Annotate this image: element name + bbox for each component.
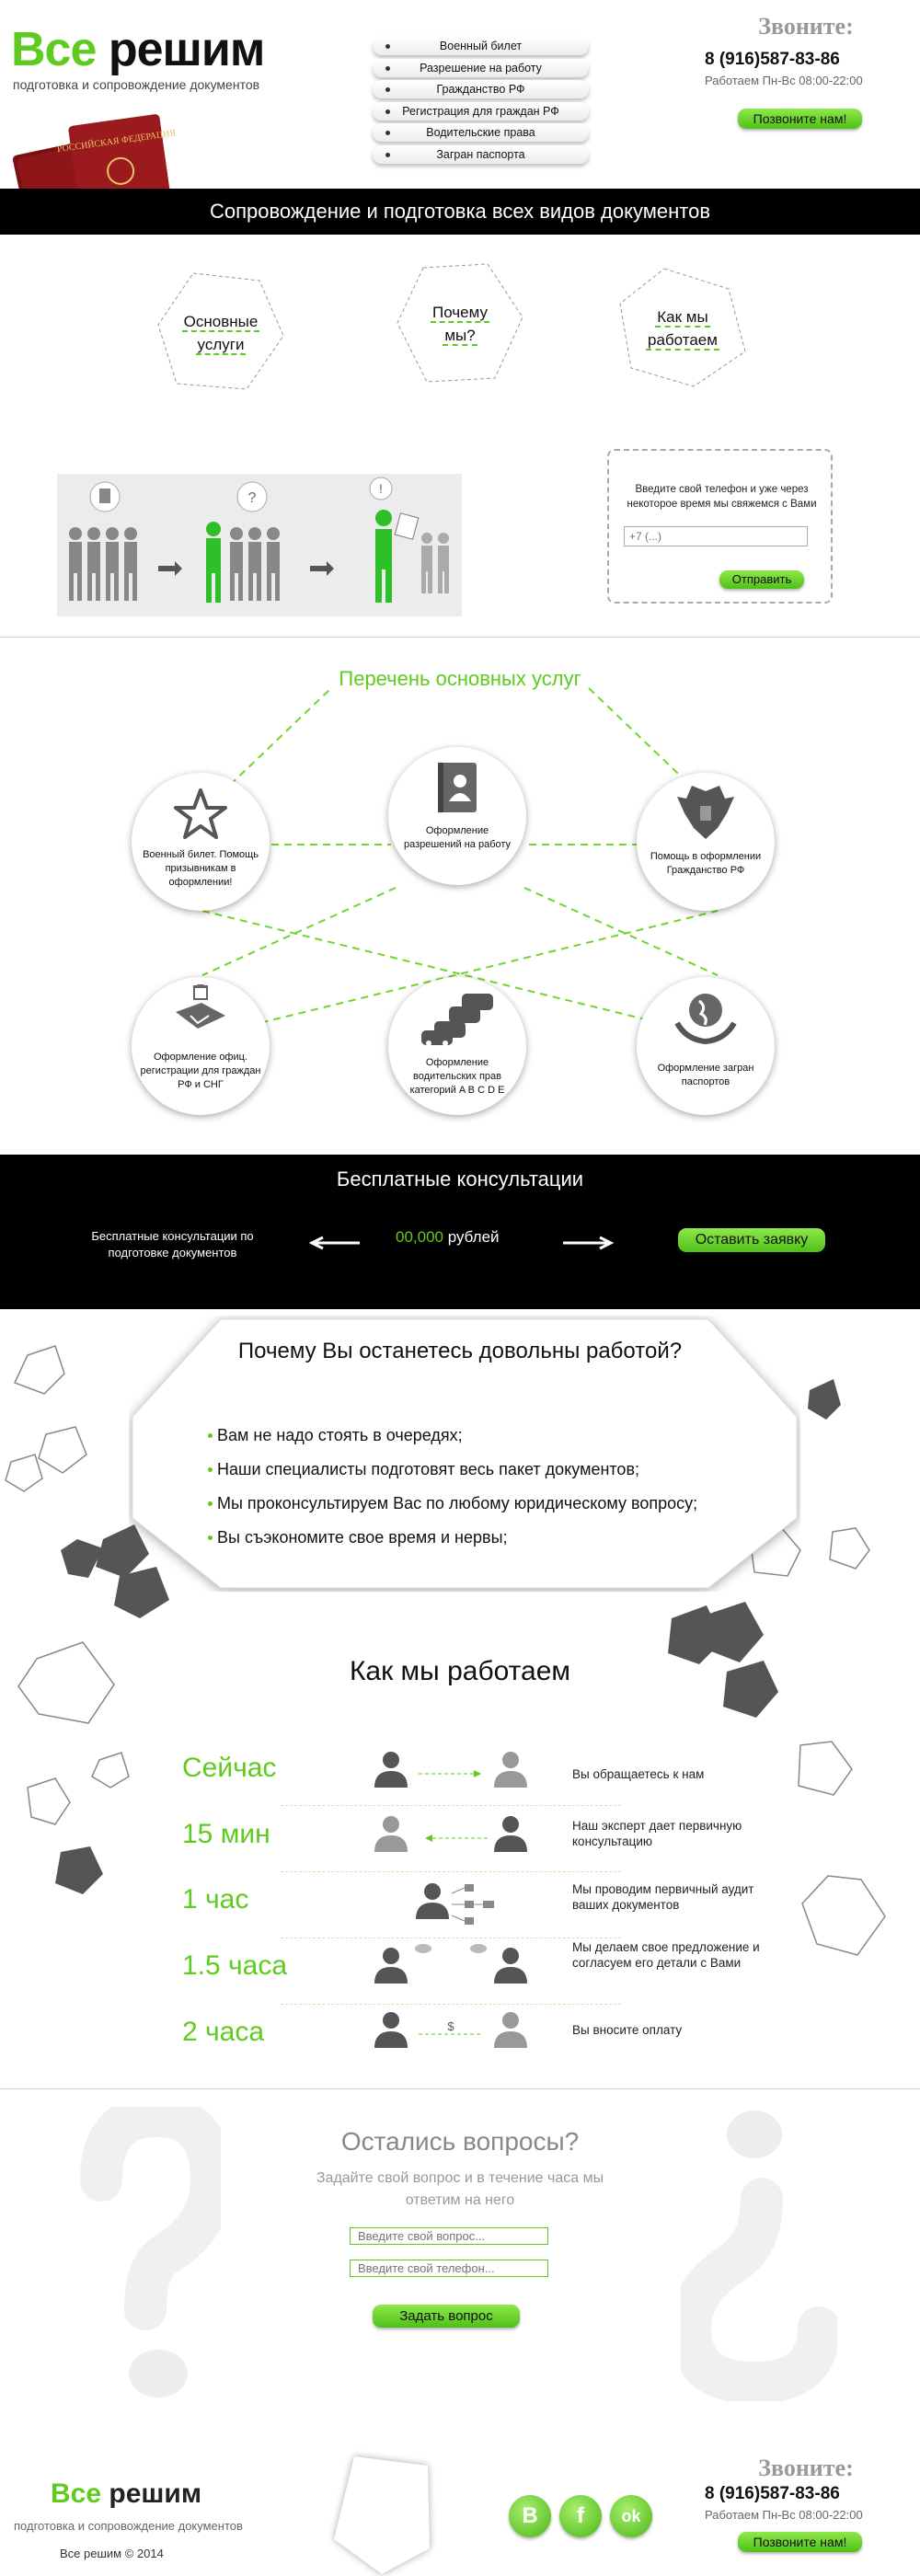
why-title: Почему Вы останетесь довольны работой?: [237, 1339, 683, 1363]
passport-text: РОССИЙСКАЯ ФЕДЕРАЦИЯ: [56, 128, 177, 155]
coat-of-arms-icon: [673, 782, 738, 846]
nav-item[interactable]: Регистрация для граждан РФ: [373, 102, 589, 121]
consultation-band: [0, 1155, 920, 1309]
step-description: Мы проводим первичный аудит ваших документов: [572, 1882, 754, 1912]
service-text: Военный билет. Помощь призывникам в оформлении!: [143, 849, 259, 888]
divider: [0, 637, 920, 638]
why-item: Вам не надо стоять в очередях;: [217, 1426, 463, 1444]
step-description: Вы обращаетесь к нам: [572, 1767, 705, 1781]
vk-icon[interactable]: В: [509, 2495, 551, 2537]
divider: [0, 2088, 920, 2089]
service-foreign-passport[interactable]: [637, 977, 775, 1115]
price-value: 00,000: [396, 1228, 443, 1246]
callback-form: [607, 449, 833, 604]
main-banner: Сопровождение и подготовка всех видов документов: [0, 189, 920, 235]
arrow-icon: [306, 1236, 362, 1250]
hex-how[interactable]: [618, 267, 747, 388]
step-time: 1.5 часа: [182, 1950, 288, 1981]
logo-green: Все: [11, 23, 97, 76]
service-text: Оформление водительских прав категорий A B C D E: [409, 1057, 505, 1096]
question-input[interactable]: [350, 2227, 548, 2245]
price-unit: рублей: [443, 1228, 500, 1246]
nav-item[interactable]: Гражданство РФ: [373, 80, 589, 98]
services-title: Перечень основных услуг: [339, 667, 581, 690]
leave-request-button[interactable]: Оставить заявку: [678, 1228, 825, 1252]
step-time: 2 часа: [182, 2017, 265, 2047]
call-hours: Работаем Пн-Вс 08:00-22:00: [705, 74, 863, 87]
service-work-permit[interactable]: [388, 747, 526, 885]
logo[interactable]: [11, 23, 265, 76]
passports-image: [9, 109, 193, 189]
process-scheme-illustration: [57, 474, 462, 616]
service-text: Оформление разрешений на работу: [403, 825, 512, 850]
arrow-icon: [561, 1236, 616, 1250]
service-driving-license[interactable]: [388, 977, 526, 1115]
service-registration[interactable]: [132, 977, 270, 1115]
hex-services[interactable]: [156, 271, 285, 393]
hex-label: Основные услуги: [183, 313, 259, 353]
header: [0, 0, 920, 189]
consultation-description: Бесплатные консультации по подготовке документов: [91, 1229, 254, 1259]
service-military-id[interactable]: [132, 773, 270, 911]
hex-why[interactable]: [396, 262, 524, 384]
steps-illustration: [363, 1746, 547, 2059]
hex-label: Как мы работаем: [648, 308, 718, 349]
consultation-price: [396, 1228, 500, 1247]
call-box: [692, 0, 920, 170]
consultation-title: Бесплатные консультации: [336, 1167, 584, 1190]
svg-text:!: !: [379, 481, 383, 496]
facebook-icon[interactable]: f: [559, 2495, 602, 2537]
step-description: Вы вносите оплату: [572, 2023, 683, 2037]
questions-title: Остались вопросы?: [340, 2127, 580, 2156]
nav-item[interactable]: Военный билет: [373, 37, 589, 55]
step-description: Мы делаем свое предложение и согласуем его детали с Вами: [572, 1940, 760, 1970]
call-us-button[interactable]: Позвоните нам!: [738, 109, 862, 129]
step-time: 15 мин: [182, 1819, 270, 1849]
nav-item[interactable]: Загран паспорта: [373, 145, 589, 164]
service-text: Помощь в оформлении Гражданство РФ: [650, 851, 762, 876]
call-title: Звоните:: [758, 13, 854, 40]
footer-call-hours: Работаем Пн-Вс 08:00-22:00: [705, 2508, 863, 2522]
step-description: Наш эксперт дает первичную консультацию: [572, 1819, 742, 1848]
footer-call-box: [692, 2429, 920, 2576]
map-home-icon: [170, 984, 231, 1040]
globe-hands-icon: [673, 986, 738, 1045]
cars-icon: [416, 988, 499, 1047]
questions-subtitle: Задайте свой вопрос и в течение часа мы ответим на него: [316, 2170, 604, 2208]
nav-item[interactable]: Водительские права: [373, 123, 589, 142]
nav-item[interactable]: Разрешение на работу: [373, 59, 589, 77]
how-title: Как мы работаем: [349, 1656, 571, 1686]
copyright: Все решим © 2014: [60, 2547, 164, 2560]
service-text: Оформление офиц. регистрации для граждан РФ и СНГ: [140, 1052, 261, 1090]
footer-logo-subtitle: подготовка и сопровождение документов: [14, 2519, 243, 2533]
logo-subtitle: подготовка и сопровождение документов: [13, 77, 260, 92]
footer-call-title: Звоните:: [758, 2455, 854, 2481]
why-item: Наши специалисты подготовят весь пакет документов;: [217, 1460, 640, 1478]
hex-label: Почему мы?: [432, 304, 488, 344]
why-item: Мы проконсультируем Вас по любому юридическому вопросу;: [217, 1494, 698, 1512]
ask-question-button[interactable]: Задать вопрос: [373, 2305, 520, 2328]
service-citizenship[interactable]: [637, 773, 775, 911]
dollar-sign: $: [447, 2019, 454, 2033]
svg-text:?: ?: [247, 490, 257, 506]
why-item: Вы съэкономите свое время и нервы;: [217, 1528, 508, 1547]
step-time: 1 час: [182, 1884, 249, 1915]
footer-call-us-button[interactable]: Позвоните нам!: [738, 2532, 862, 2552]
star-icon: [173, 787, 228, 842]
callback-form-text: Введите свой телефон и уже через некоторое время мы свяжемся с Вами: [627, 484, 817, 510]
callback-phone-input[interactable]: [624, 526, 808, 546]
top-nav: [373, 37, 589, 167]
logo-black: решим: [96, 23, 265, 76]
service-text: Оформление загран паспортов: [657, 1063, 754, 1087]
odnoklassniki-icon[interactable]: ok: [610, 2495, 652, 2537]
step-time: Сейчас: [182, 1753, 277, 1783]
footer-polygon-decor: [327, 2447, 437, 2576]
footer-logo[interactable]: Все решим: [51, 2478, 202, 2509]
footer-call-phone[interactable]: 8 (916)587-83-86: [705, 2484, 840, 2503]
question-phone-input[interactable]: [350, 2260, 548, 2277]
contact-book-icon: [434, 761, 480, 816]
callback-send-button[interactable]: Отправить: [719, 570, 804, 589]
call-phone[interactable]: 8 (916)587-83-86: [705, 50, 840, 69]
